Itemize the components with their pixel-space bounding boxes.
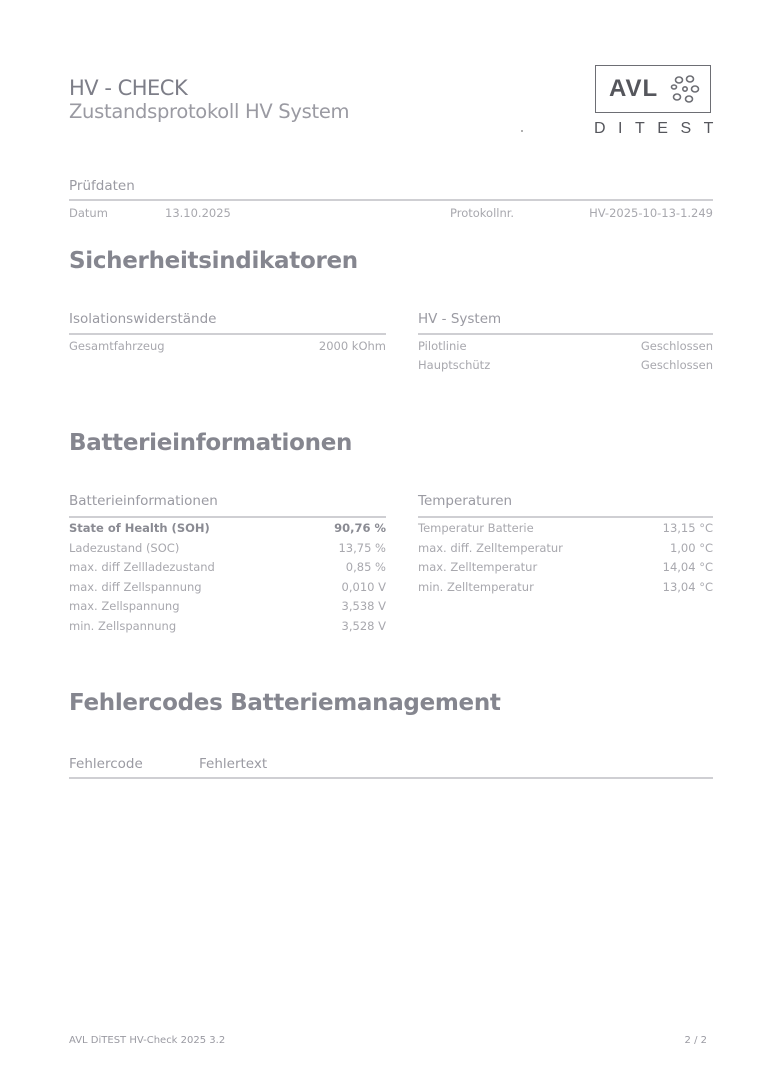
row-value: 3,528 V xyxy=(341,619,386,633)
footer-version: AVL DiTEST HV-Check 2025 3.2 xyxy=(69,1035,226,1046)
divider xyxy=(69,333,386,335)
temperature-row xyxy=(418,560,713,574)
datum-label: Datum xyxy=(69,206,108,220)
batterie-info-heading: Batterieinformationen xyxy=(69,493,218,509)
divider xyxy=(418,516,713,518)
row-label: State of Health (SOH) xyxy=(69,521,210,535)
logo-product: DITEST xyxy=(594,120,726,137)
divider xyxy=(418,333,713,335)
row-label: min. Zelltemperatur xyxy=(418,580,534,594)
column-header-fehlertext: Fehlertext xyxy=(199,756,268,772)
fehlercodes-heading: Fehlercodes Batteriemanagement xyxy=(69,690,501,716)
row-label: max. diff. Zelltemperatur xyxy=(418,541,563,555)
row-label: Hauptschütz xyxy=(418,358,491,372)
row-label: min. Zellspannung xyxy=(69,619,177,633)
protokoll-value: HV-2025-10-13-1.249 xyxy=(589,206,713,220)
battery-row xyxy=(69,580,386,594)
logo-brand: AVL xyxy=(609,75,659,102)
footer-page-number: 2 / 2 xyxy=(684,1035,707,1046)
hv-system-heading: HV - System xyxy=(418,311,502,327)
temperature-row xyxy=(418,580,713,594)
row-value: 13,75 % xyxy=(338,541,386,555)
row-label: Temperatur Batterie xyxy=(418,521,534,535)
avl-logo xyxy=(595,65,711,113)
battery-row xyxy=(69,560,386,574)
hv-system-row xyxy=(418,358,713,372)
row-label: max. diff Zellspannung xyxy=(69,580,202,594)
document-subtitle: Zustandsprotokoll HV System xyxy=(69,100,350,123)
sicherheit-heading: Sicherheitsindikatoren xyxy=(69,248,358,274)
divider xyxy=(69,777,713,779)
row-value: 14,04 °C xyxy=(662,560,713,574)
row-label: max. Zelltemperatur xyxy=(418,560,538,574)
row-label: max. Zellspannung xyxy=(69,599,180,613)
row-label: max. diff Zellladezustand xyxy=(69,560,215,574)
avl-flower-icon xyxy=(668,72,702,106)
battery-row xyxy=(69,619,386,633)
scan-artifact xyxy=(521,130,523,132)
row-value: 90,76 % xyxy=(334,521,386,535)
row-value: 0,010 V xyxy=(341,580,386,594)
temperature-row xyxy=(418,521,713,535)
column-header-fehlercode: Fehlercode xyxy=(69,756,143,772)
batterie-heading: Batterieinformationen xyxy=(69,430,353,456)
temperature-row xyxy=(418,541,713,555)
row-value: 0,85 % xyxy=(345,560,386,574)
row-value: 3,538 V xyxy=(341,599,386,613)
temperaturen-heading: Temperaturen xyxy=(418,493,513,509)
row-value: Geschlossen xyxy=(640,339,713,353)
hv-system-row xyxy=(418,339,713,353)
pruefdaten-heading: Prüfdaten xyxy=(69,178,135,194)
row-value: 13,15 °C xyxy=(662,521,713,535)
document-title: HV - CHECK xyxy=(69,76,188,100)
divider xyxy=(69,199,713,201)
protokoll-label: Protokollnr. xyxy=(450,206,515,220)
row-label: Gesamtfahrzeug xyxy=(69,339,165,353)
battery-row-soh xyxy=(69,521,386,535)
divider xyxy=(69,516,386,518)
isolation-row xyxy=(69,339,386,353)
isolation-heading: Isolationswiderstände xyxy=(69,311,217,327)
row-value: Geschlossen xyxy=(640,358,713,372)
row-value: 2000 kOhm xyxy=(318,339,386,353)
row-label: Pilotlinie xyxy=(418,339,467,353)
row-value: 13,04 °C xyxy=(662,580,713,594)
row-value: 1,00 °C xyxy=(669,541,713,555)
datum-value: 13.10.2025 xyxy=(165,206,231,220)
row-label: Ladezustand (SOC) xyxy=(69,541,180,555)
battery-row xyxy=(69,599,386,613)
battery-row xyxy=(69,541,386,555)
